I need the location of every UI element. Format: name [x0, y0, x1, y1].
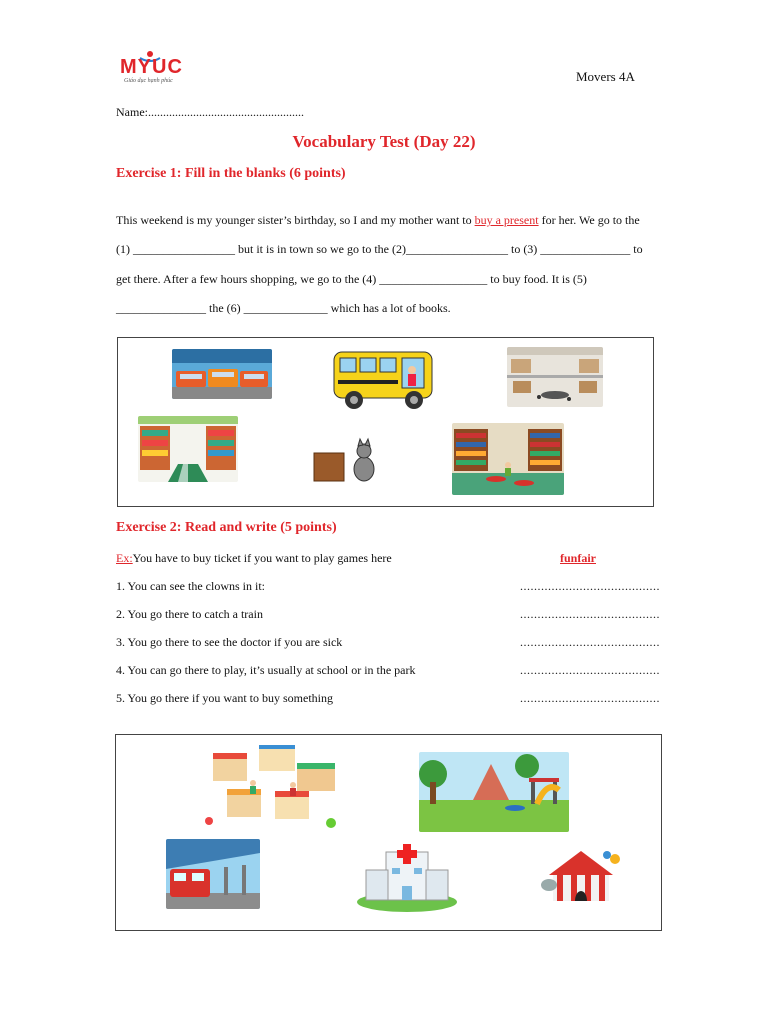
playground-picture	[419, 752, 569, 832]
answer-blank-4: ........................................	[520, 663, 660, 677]
school-bus-picture	[330, 344, 438, 412]
exercise2-title: Exercise 2: Read and write (5 points)	[116, 520, 337, 535]
question-1: 1. You can see the clowns in it:	[116, 579, 265, 593]
exercise1-title: Exercise 1: Fill in the blanks (6 points)	[116, 166, 346, 181]
question-4: 4. You can go there to play, it’s usually at school or in the park	[116, 663, 416, 677]
answer-blank-3: ........................................	[520, 635, 660, 649]
box-and-cat-picture	[312, 425, 382, 483]
exercise1-paragraph	[116, 206, 656, 323]
highlight-phrase: buy a present	[474, 213, 539, 227]
paragraph-text-start: This weekend is my younger sister’s birthday, so I and my mother want to	[116, 213, 475, 227]
answer-blank-1: ........................................	[520, 579, 660, 593]
question-3: 3. You go there to see the doctor if you are sick	[116, 635, 343, 649]
level-label: Movers 4A	[576, 69, 635, 84]
answer-blank-2: ........................................	[520, 607, 660, 621]
circus-picture	[539, 845, 623, 905]
bus-station-picture	[172, 349, 272, 399]
supermarket-picture	[138, 416, 238, 482]
paragraph-text-rest: for her. We go to the (1) _________________ but it is in town so we go to the (2)_________________ to (3) _______________ to get there. After a few hours shopping, we go to the (4) __________________ to buy food. It is (5) _______________ the (6) ______________ which has a lot of books.	[116, 213, 643, 315]
example-text: You have to buy ticket if you want to play games here	[132, 551, 392, 565]
question-2: 2. You go there to catch a train	[116, 607, 263, 621]
library-picture	[452, 423, 564, 495]
train-station-picture	[166, 839, 260, 909]
name-field: Name:....................................................	[116, 105, 304, 119]
logo-tagline: Giáo dục hạnh phúc	[124, 78, 173, 84]
hospital-picture	[356, 842, 458, 912]
market-picture	[205, 745, 345, 831]
page-title: Vocabulary Test (Day 22)	[292, 132, 476, 151]
example-answer: funfair	[560, 551, 596, 565]
logo-text: MYUC	[120, 56, 183, 78]
example-question	[116, 551, 392, 566]
example-label: Ex:	[116, 551, 133, 565]
shopping-centre-picture	[507, 347, 603, 407]
answer-blank-5: ........................................	[520, 691, 660, 705]
question-5: 5. You go there if you want to buy something	[116, 691, 333, 705]
